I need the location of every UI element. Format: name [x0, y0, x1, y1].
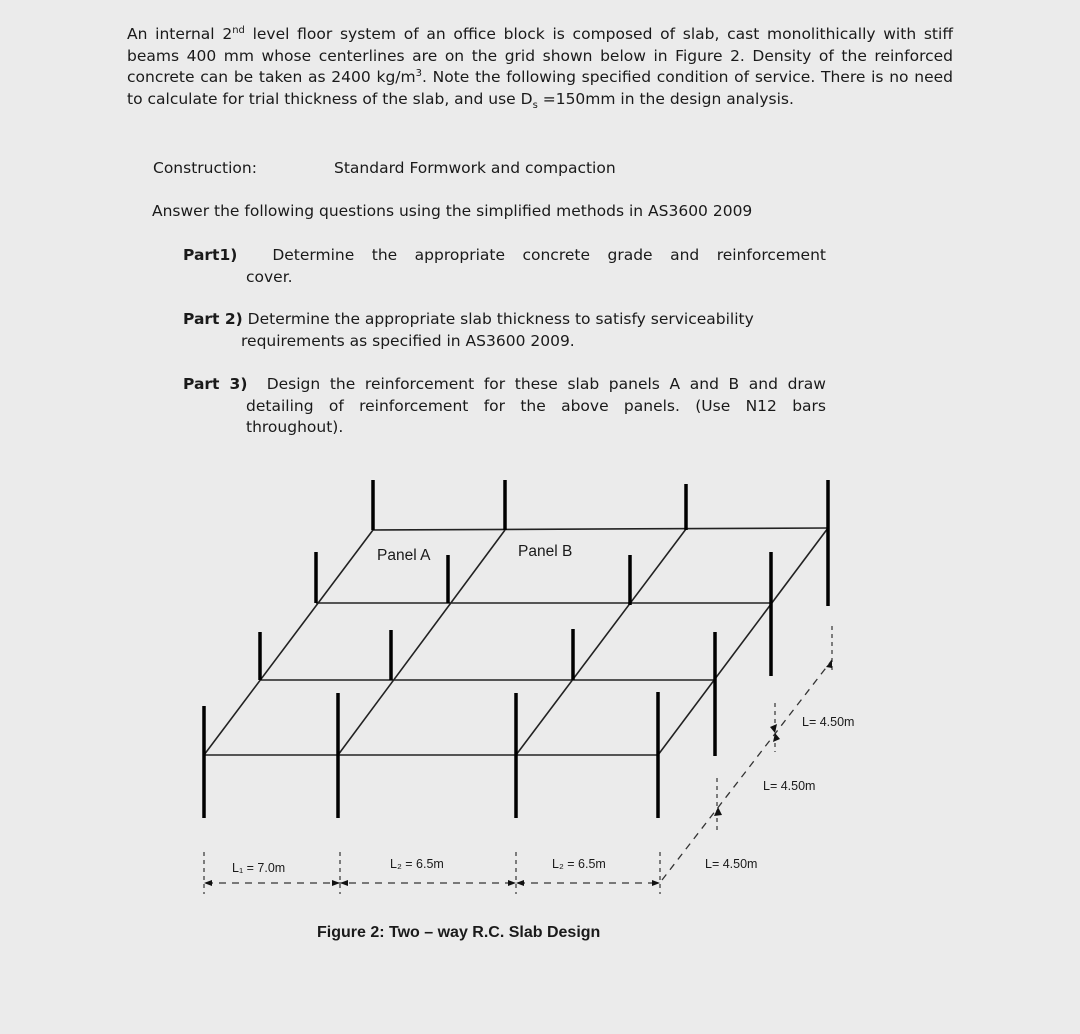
part-3-label: Part 3) [183, 375, 248, 393]
dim-l-mid-label: L= 4.50m [763, 779, 816, 793]
problem-statement: An internal 2nd level floor system of an office block is composed of slab, cast monolithically with stiff beams 400 mm whose centerlines are on the grid shown below in Figure 2. Density of the reinforced concrete can be taken as 2400 $kg/m^3$. Note the following specified condition of service. There is no need to calculate for trial thickness of the slab, and use $D_s =150mm$ in the design analysis. [127, 24, 953, 112]
construction-value: Standard Formwork and compaction [334, 159, 616, 177]
side-dimension-line [662, 660, 832, 880]
columns [204, 480, 828, 818]
panel-b-label: Panel B [518, 543, 573, 560]
dim-l2a-label: L₂ = 6.5m [390, 857, 444, 871]
beam-col-1 [204, 530, 373, 755]
panel-a-label: Panel A [377, 547, 431, 564]
part-1-rest: cover. [246, 267, 293, 286]
dim-l-back-label: L= 4.50m [802, 715, 855, 729]
part-1-line1: Determine the appropriate concrete grade and reinforcement [272, 246, 826, 264]
dim-l-front-label: L= 4.50m [705, 857, 758, 871]
beam-back-row [373, 528, 828, 530]
part-2-label: Part 2) [183, 310, 243, 328]
figure-caption: Figure 2: Two – way R.C. Slab Design [317, 924, 601, 941]
part-2-rest: requirements as specified in AS3600 2009. [241, 331, 575, 350]
dim-l2b-label: L₂ = 6.5m [552, 857, 606, 871]
beam-col-3 [516, 529, 686, 755]
dimension-ticks [204, 626, 832, 894]
part-1-label: Part1) [183, 246, 238, 264]
construction-label: Construction: [153, 159, 257, 177]
part-3-line1: Design the reinforcement for these slab panels A and B and draw [266, 375, 826, 393]
part-3-rest: detailing of reinforcement for the above panels. (Use N12 bars throughout). [246, 396, 826, 437]
instruction-text: Answer the following questions using the simplified methods in AS3600 2009 [152, 202, 753, 220]
dim-l1-label: L₁ = 7.0m [232, 861, 286, 875]
part-2-line1: Determine the appropriate slab thickness to satisfy serviceability [247, 310, 754, 328]
